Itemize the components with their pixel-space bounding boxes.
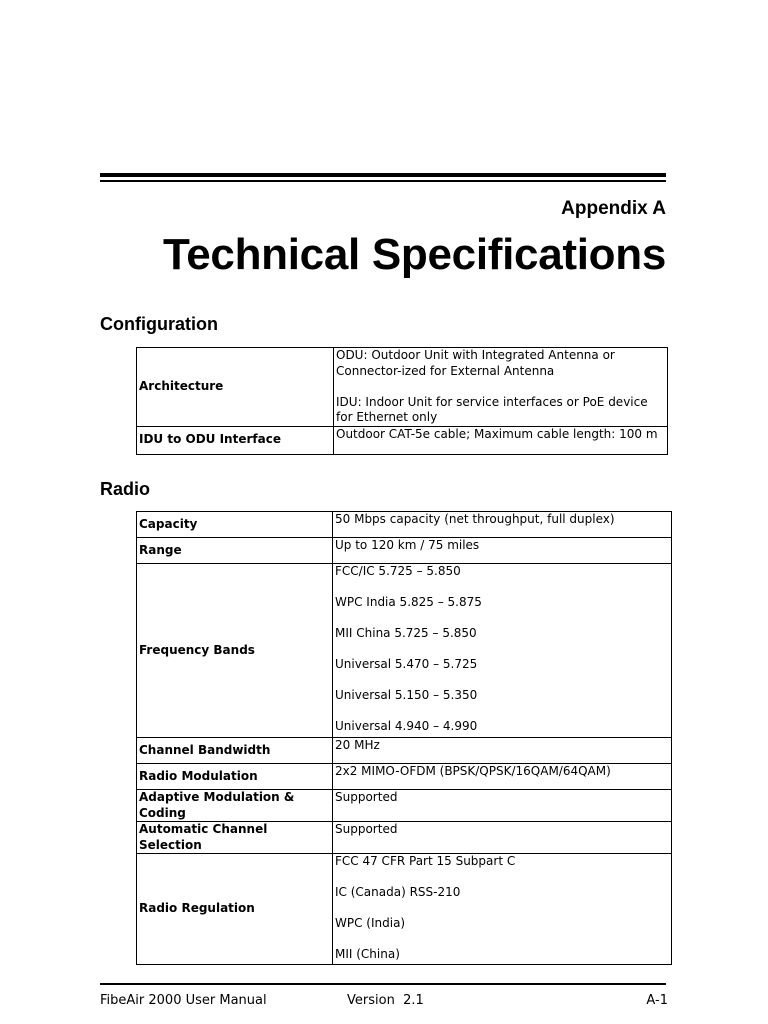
footer-page-number: A-1 [646,993,668,1008]
value-paragraph: IDU: Indoor Unit for service interfaces or PoE device for Ethernet only [336,394,648,424]
value-paragraph: Universal 4.940 – 4.990 [335,719,478,733]
footer-version: Version 2.1 [347,993,424,1008]
row-label: Channel Bandwidth [137,738,333,764]
value-paragraph: IC (Canada) RSS-210 [335,885,461,899]
table-row [137,822,672,854]
row-label: Adaptive Modulation & Coding [137,790,333,822]
row-value [334,348,668,427]
row-value [333,822,672,854]
value-paragraph: 20 MHz [335,738,380,752]
row-value [333,564,672,738]
value-paragraph: MII China 5.725 – 5.850 [335,626,477,640]
value-paragraph: FCC/IC 5.725 – 5.850 [335,564,461,578]
table-row [137,512,672,538]
value-paragraph: 2x2 MIMO-OFDM (BPSK/QPSK/16QAM/64QAM) [335,764,611,778]
configuration-table [136,347,668,455]
value-paragraph: Supported [335,822,398,836]
row-label: Radio Regulation [137,854,333,965]
value-paragraph: WPC (India) [335,916,406,930]
row-value [333,854,672,965]
row-value [333,790,672,822]
value-paragraph: Supported [335,790,398,804]
row-value [333,512,672,538]
section-heading-radio: Radio [100,479,151,499]
footer-rule [100,983,666,985]
row-value [333,738,672,764]
value-paragraph: 50 Mbps capacity (net throughput, full duplex) [335,512,615,526]
row-value [334,426,668,454]
table-row [137,564,672,738]
footer-manual-title: FibeAir 2000 User Manual [100,993,267,1008]
value-paragraph: Universal 5.470 – 5.725 [335,657,478,671]
value-paragraph: Universal 5.150 – 5.350 [335,688,478,702]
header-rule-thin [100,180,666,182]
section-heading-configuration: Configuration [100,314,218,334]
appendix-label: Appendix A [561,198,666,219]
row-label: Radio Modulation [137,764,333,790]
table-row [137,764,672,790]
header-rule-thick [100,173,666,177]
row-label: Capacity [137,512,333,538]
table-row [137,854,672,965]
page-title: Technical Specifications [162,230,666,279]
row-label: Range [137,538,333,564]
row-label: Automatic Channel Selection [137,822,333,854]
value-paragraph: Up to 120 km / 75 miles [335,538,480,552]
row-label: IDU to ODU Interface [137,426,334,454]
row-label: Frequency Bands [137,564,333,738]
value-paragraph: WPC India 5.825 – 5.875 [335,595,482,609]
row-value [333,764,672,790]
table-row [137,790,672,822]
value-paragraph: FCC 47 CFR Part 15 Subpart C [335,854,516,868]
table-row [137,538,672,564]
radio-table [136,511,672,965]
value-paragraph: Outdoor CAT-5e cable; Maximum cable length: 100 m [336,426,658,441]
table-row [137,738,672,764]
table-row [137,348,668,427]
table-row [137,426,668,454]
row-value [333,538,672,564]
row-label: Architecture [137,348,334,427]
value-paragraph: MII (China) [335,947,400,961]
value-paragraph: ODU: Outdoor Unit with Integrated Antenna or Connector-ized for External Antenna [336,348,615,378]
